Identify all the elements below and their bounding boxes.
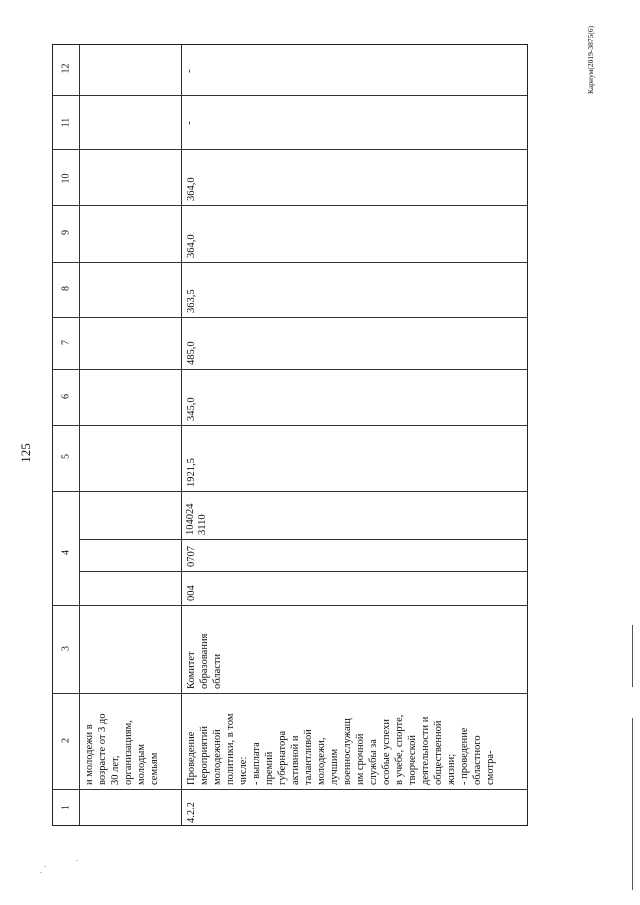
program-table: 1 2 3 4 5 6 7 8 9 10 11 12 и молодежи в возрасте от 3 до 30 лет, организациям, молодым семьям 4.2.2 Проведение мероприятий молодежной политики, в том числе: - выплата премий губернатора активной и талантливой молодежи, лучшим военнослужащ им срочной службы за особые успехи в учебе, спорте, творческой деятельности и общественной жизни; - проведение областного смотра- Комитет образования области 004 0707 104024 3110 1921,5 345,0 485,0 363,5 364,0 364,0 - - [52,44,528,826]
description-line: общественной [433,720,444,785]
description-line: мероприятий [199,726,210,785]
continuation-line: семьям [149,752,160,785]
executor-line: образования [199,633,210,689]
description-line: деятельности и [420,716,431,785]
description-line: молодежной [212,729,223,785]
description-line: службы за [368,739,379,785]
header-col-1: 1 [60,805,72,810]
header-col-7: 7 [60,340,72,345]
header-col-6: 6 [60,394,72,399]
description-line: талантливой [303,729,314,785]
header-col-3: 3 [60,646,72,651]
binder-mark-lower [632,718,633,890]
header-col-9: 9 [60,230,72,235]
header-col-4: 4 [60,550,72,555]
description-line: политики, в том [225,713,236,785]
description-line: лучшим [329,748,340,785]
description-line: областного [472,735,483,785]
header-col-12: 12 [60,63,72,74]
description-line: им срочной [355,733,366,785]
continuation-line: возрасте от 3 до [97,713,108,785]
description-line: военнослужащ [342,718,353,785]
item-col-11: - [182,121,195,125]
description-line: числе: [238,756,249,785]
continuation-line: организациям, [123,720,134,785]
description-line: губернатора [277,730,288,785]
description-line: - выплата [251,742,262,785]
header-col-2: 2 [60,738,72,743]
header-col-10: 10 [60,173,72,184]
executor-line: области [212,653,223,689]
page-number: 125 [18,443,33,463]
continuation-line: молодым [136,744,147,785]
description-line: Проведение [186,731,197,785]
description-line: смотра- [485,750,496,785]
executor-line: Комитет [186,651,197,689]
header-col-5: 5 [60,454,72,459]
header-col-11: 11 [60,117,72,128]
header-col-8: 8 [60,286,72,291]
description-line: активной и [290,735,301,785]
binder-mark [632,625,633,687]
description-line: особые успехи [381,718,392,785]
continuation-line: 30 лет, [110,755,121,785]
continuation-line: и молодежи в [84,724,95,785]
description-line: жизни; [446,753,457,785]
description-line: молодежи, [316,737,327,785]
description-line: премий [264,751,275,785]
description-line: творческой [407,734,418,785]
item-col-12: - [182,69,195,73]
description-line: в учебе, спорте, [394,714,405,785]
description-line: - проведение [459,727,470,785]
